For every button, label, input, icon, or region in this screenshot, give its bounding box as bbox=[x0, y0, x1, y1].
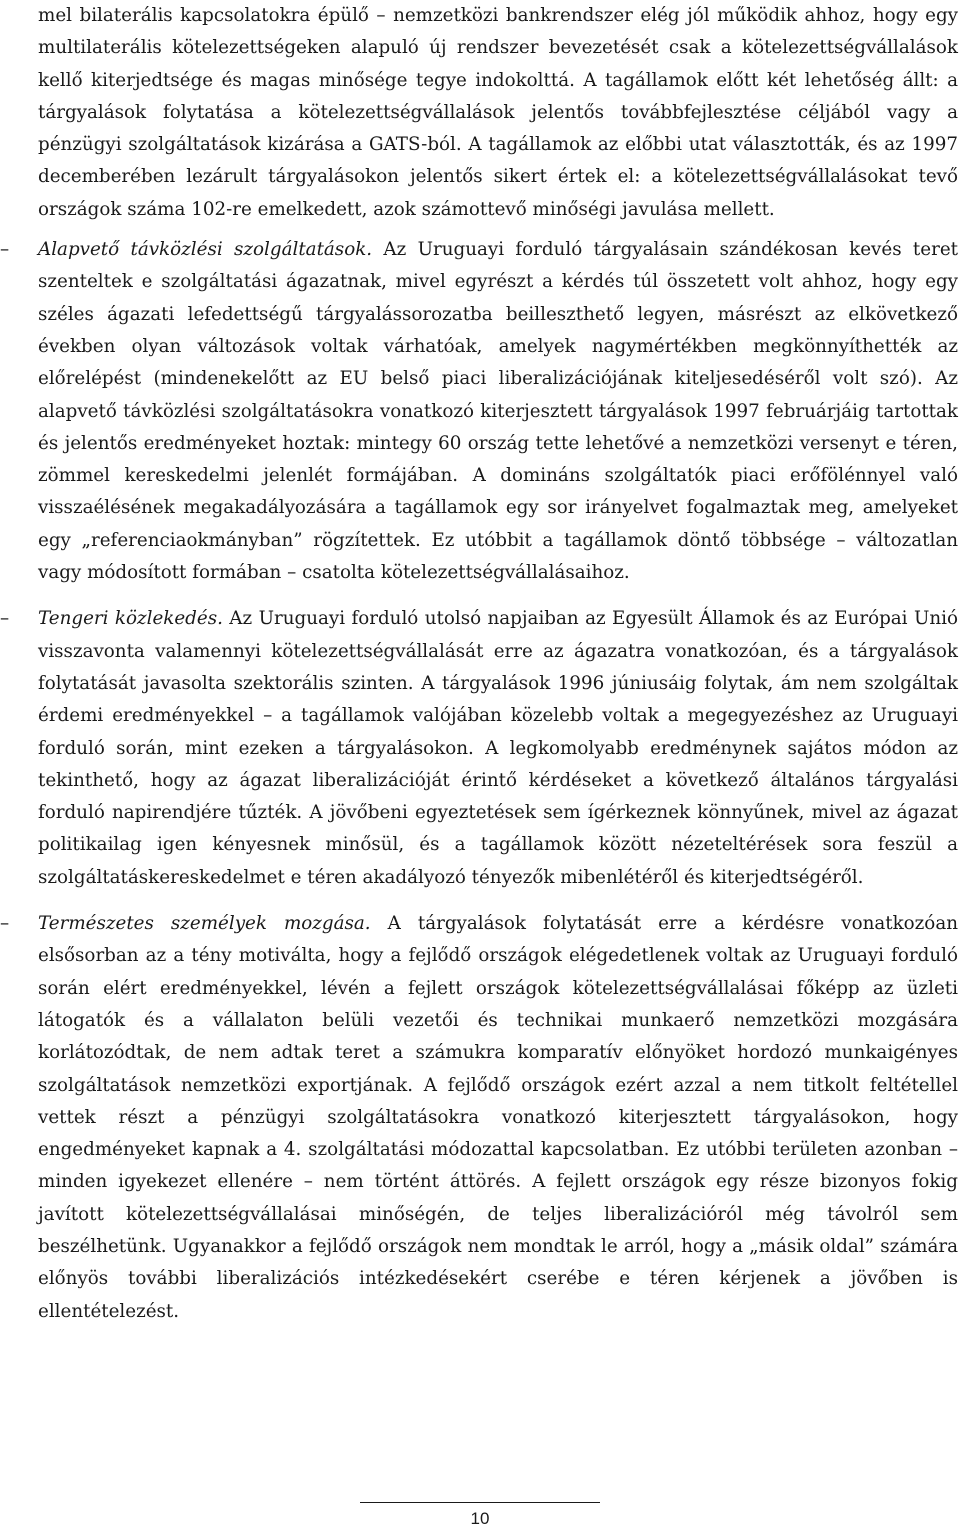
section-text: Az Uruguayi forduló utolsó napjaiban az Egyesült Államok és az Európai Unió visszavonta valamennyi kötelezettségvállalását erre az ágazatra vonatkozóan, és a tárgyalások folytatását javasolta szektorális szinten. A tárgyalások 1996 júniusáig folytak, ám nem szolgáltak érdemi eredményekkel – a tagállamok valójában közelebb voltak a megegyezéshez az Uruguayi forduló során, mint ezeken a tárgyalásokon. A legkomolyabb eredménynek sajátos módon az tekinthető, hogy az ágazat liberalizációját érintő kérdéseket a következő általános tárgyalási forduló napirendjére tűzték. A jövőbeni egyeztetések sem ígérkeznek könnyűnek, mivel az ágazat politikailag igen kényesnek minősül, és a tagállamok között nézeteltérések sora feszül a szolgáltatáskereskedelmet e téren akadályozó tényezők mibenlétéről és kiterjedtségéről. bbox=[38, 608, 958, 888]
section-term: Természetes személyek mozgása. bbox=[38, 913, 371, 935]
section-telecom bbox=[0, 234, 958, 589]
bullet-dash: – bbox=[0, 913, 10, 935]
page-number: 10 bbox=[470, 1509, 490, 1528]
bullet-dash: – bbox=[0, 239, 10, 261]
bullet-dash: – bbox=[0, 608, 10, 630]
intro-paragraph: mel bilaterális kapcsolatokra épülő – nemzetközi bankrendszer elég jól működik ahhoz, hogy egy multilaterális kötelezettségeken alapuló új rendszer bevezetését csak a kötelezettségvállalások kellő kiterjedtsége és magas minősége tegye indokolttá. A tagállamok előtt két lehetőség állt: a tárgyalások folytatása a kötelezettségvállalások jelentős továbbfejlesztése céljából vagy a pénzügyi szolgáltatások kizárása a GATS-ból. A tagállamok az előbbi utat választották, és az 1997 decemberében lezárult tárgyalásokon jelentős sikert értek el: a kötelezettségvállalásokat tevő országok száma 102-re emelkedett, azok számottevő minőségi javulása mellett. bbox=[38, 5, 958, 220]
section-movement-of-persons bbox=[0, 908, 958, 1328]
footer-rule bbox=[360, 1502, 600, 1503]
section-text: Az Uruguayi forduló tárgyalásain szándékosan kevés teret szenteltek e szolgáltatási ágazatnak, mivel egyrészt a kérdés túl összetett volt ahhoz, hogy egy széles ágazati lefedettségű tárgyalássorozatba beilleszthető legyen, másrészt az elkövetkező években olyan változások voltak várhatóak, amelyek nagymértékben megkönnyíthették az előrelépést (mindenekelőtt az EU belső piaci liberalizációjának kiteljesedéséről volt szó). Az alapvető távközlési szolgáltatásokra vonatkozó kiterjesztett tárgyalások 1997 februárjáig tartottak és jelentős eredményeket hoztak: mintegy 60 ország tette lehetővé a nemzetközi versenyt e téren, zömmel kereskedelmi jelenlét formájában. A domináns szolgáltatók piaci erőfölénnyel való visszaélésének megakadályozására a tagállamok egy sor irányelvet fogalmaztak meg, amelyeket egy „referenciaokmányban” rögzítettek. Ez utóbbit a tagállamok döntő többsége – változatlan vagy módosított formában – csatolta kötelezettségvállalásaihoz. bbox=[38, 239, 958, 584]
section-text: A tárgyalások folytatását erre a kérdésre vonatkozóan elsősorban az a tény motiválta, hogy a fejlődő országok elégedetlenek voltak az Uruguayi forduló során elért eredményekkel, lévén a fejlett országok kötelezettségvállalásai főképp az üzleti látogatók és a vállalaton belüli vezetői és technikai munkaerő nemzetközi mozgására korlátozódtak, de nem adtak teret a számukra komparatív előnyöket hordozó munkaigényes szolgáltatások nemzetközi exportjának. A fejlődő országok ezért azzal a nem titkolt feltétellel vettek részt a pénzügyi szolgáltatásokra vonatkozó kiterjesztett tárgyalásokon, hogy engedményeket kapnak a 4. szolgáltatási módozattal kapcsolatban. Ez utóbbi területen azonban – minden igyekezet ellenére – nem történt áttörés. A fejlett országok egy része bizonyos fokig javított kötelezettségvállalásai minőségén, de teljes liberalizációról még távolról sem beszélhetünk. Ugyanakkor a fejlődő országok nem mondtak le arról, hogy a „másik oldal” számára előnyös további liberalizációs intézkedésekért cserébe e téren kérjenek a jövőben is ellentételezést. bbox=[38, 913, 958, 1322]
section-term: Alapvető távközlési szolgáltatások. bbox=[38, 239, 373, 261]
section-maritime bbox=[0, 603, 958, 894]
section-term: Tengeri közlekedés. bbox=[38, 608, 223, 630]
